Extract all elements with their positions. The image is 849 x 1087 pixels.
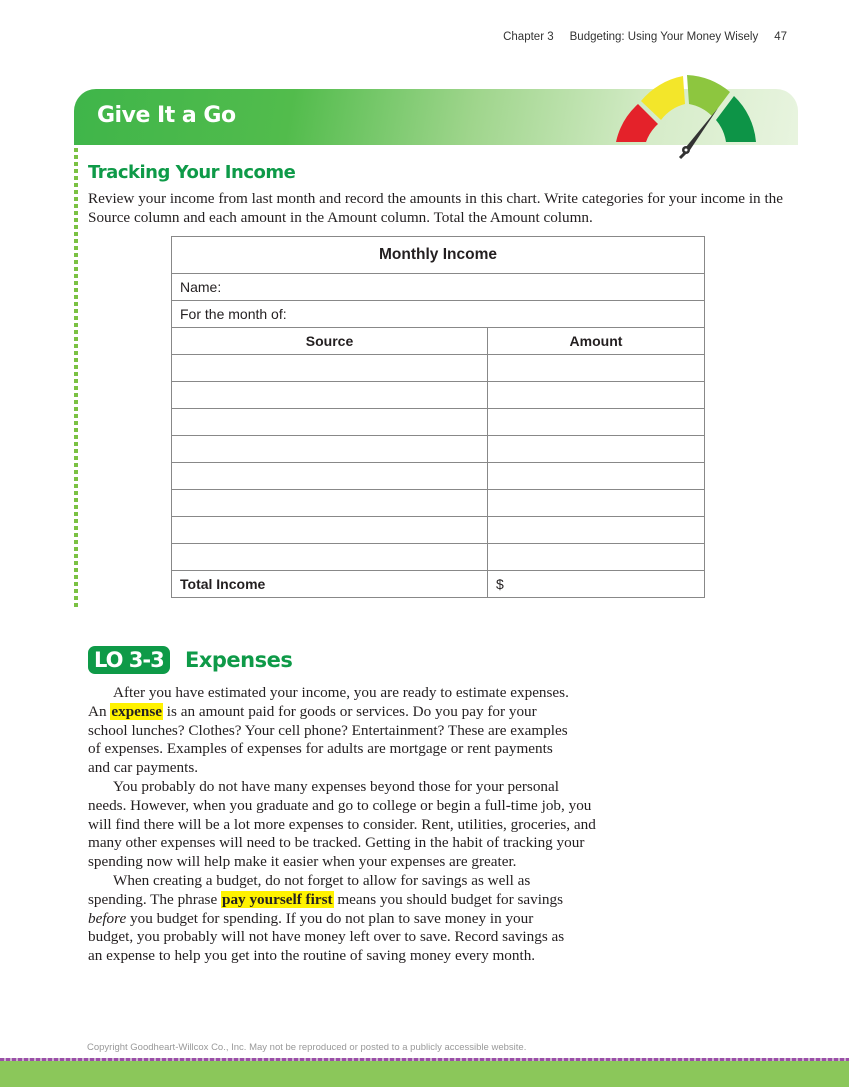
text-line [88,891,648,910]
section-title: Expenses [185,648,293,672]
column-header-source: Source [172,328,488,355]
text-line: needs. However, when you graduate and go to college or begin a full-time job, you [88,796,592,814]
table-row [172,517,705,544]
text-line: an expense to help you get into the routine of saving money every month. [88,947,536,965]
dotted-margin-rule [74,148,78,610]
source-cell[interactable] [172,436,488,463]
source-cell[interactable] [172,517,488,544]
text-line: You probably do not have many expenses beyond those for your personal [113,777,559,795]
text-line: budget, you probably will not have money left over to save. Record savings as [88,928,565,946]
chapter-label: Chapter 3 [503,31,554,43]
name-field[interactable]: Name: [172,274,705,301]
footer-dotted-rule [0,1058,849,1061]
key-term-pay-yourself-first: pay yourself first [222,890,333,908]
footer-bar [0,1058,849,1087]
body-text [88,684,648,966]
text-line: After you have estimated your income, you are ready to estimate expenses. [113,684,569,701]
key-term-expense: expense [111,702,162,720]
text-span: is an amount paid for goods or services. Do you pay for your [162,702,537,720]
amount-cell[interactable] [488,436,705,463]
table-row [172,409,705,436]
text-span: spending. The phrase [88,890,222,908]
running-header [487,31,787,43]
table-row [172,436,705,463]
text-line: school lunches? Clothes? Your cell phone? Entertainment? These are examples [88,721,568,739]
source-cell[interactable] [172,463,488,490]
amount-cell[interactable] [488,490,705,517]
copyright-notice: Copyright Goodheart-Willcox Co., Inc. May not be reproduced or posted to a publicly accessible website. [87,1042,527,1053]
table-row [172,463,705,490]
activity-instructions: Review your income from last month and record the amounts in this chart. Write categories for your income in the Source column and each amount in the Amount column. Total the Amount column. [88,190,784,226]
text-line: will find there will be a lot more expenses to consider. Rent, utilities, groceries, and [88,815,596,833]
source-cell[interactable] [172,355,488,382]
text-line: of expenses. Examples of expenses for adults are mortgage or rent payments [88,740,553,758]
text-span: you budget for spending. If you do not plan to save money in your [126,909,534,927]
page-number: 47 [774,31,787,43]
amount-cell[interactable] [488,463,705,490]
table-row [172,490,705,517]
monthly-income-table [171,236,705,598]
amount-cell[interactable] [488,409,705,436]
total-income-label: Total Income [172,571,488,598]
banner-title: Give It a Go [97,103,236,128]
text-line: and car payments. [88,759,199,777]
text-line [88,910,648,929]
amount-cell[interactable] [488,355,705,382]
text-span: An [88,702,111,720]
text-line: many other expenses will need to be tracked. Getting in the habit of tracking your [88,834,585,852]
month-field[interactable]: For the month of: [172,301,705,328]
amount-cell[interactable] [488,544,705,571]
table-row [172,382,705,409]
emphasis-text: before [88,909,127,927]
source-cell[interactable] [172,382,488,409]
table-row [172,355,705,382]
text-line: When creating a budget, do not forget to allow for savings as well as [113,871,531,889]
table-row [172,544,705,571]
source-cell[interactable] [172,544,488,571]
column-header-amount: Amount [488,328,705,355]
total-income-value[interactable]: $ [488,571,705,598]
chapter-title: Budgeting: Using Your Money Wisely [569,31,759,43]
amount-cell[interactable] [488,517,705,544]
gauge-icon [610,72,800,162]
text-line: spending now will help make it easier when your expenses are greater. [88,853,517,871]
amount-cell[interactable] [488,382,705,409]
source-cell[interactable] [172,490,488,517]
source-cell[interactable] [172,409,488,436]
text-span: means you should budget for savings [333,890,564,908]
table-title: Monthly Income [172,237,705,274]
text-line [88,703,648,722]
activity-title: Tracking Your Income [88,162,296,183]
learning-objective-badge: LO 3-3 [88,646,170,674]
